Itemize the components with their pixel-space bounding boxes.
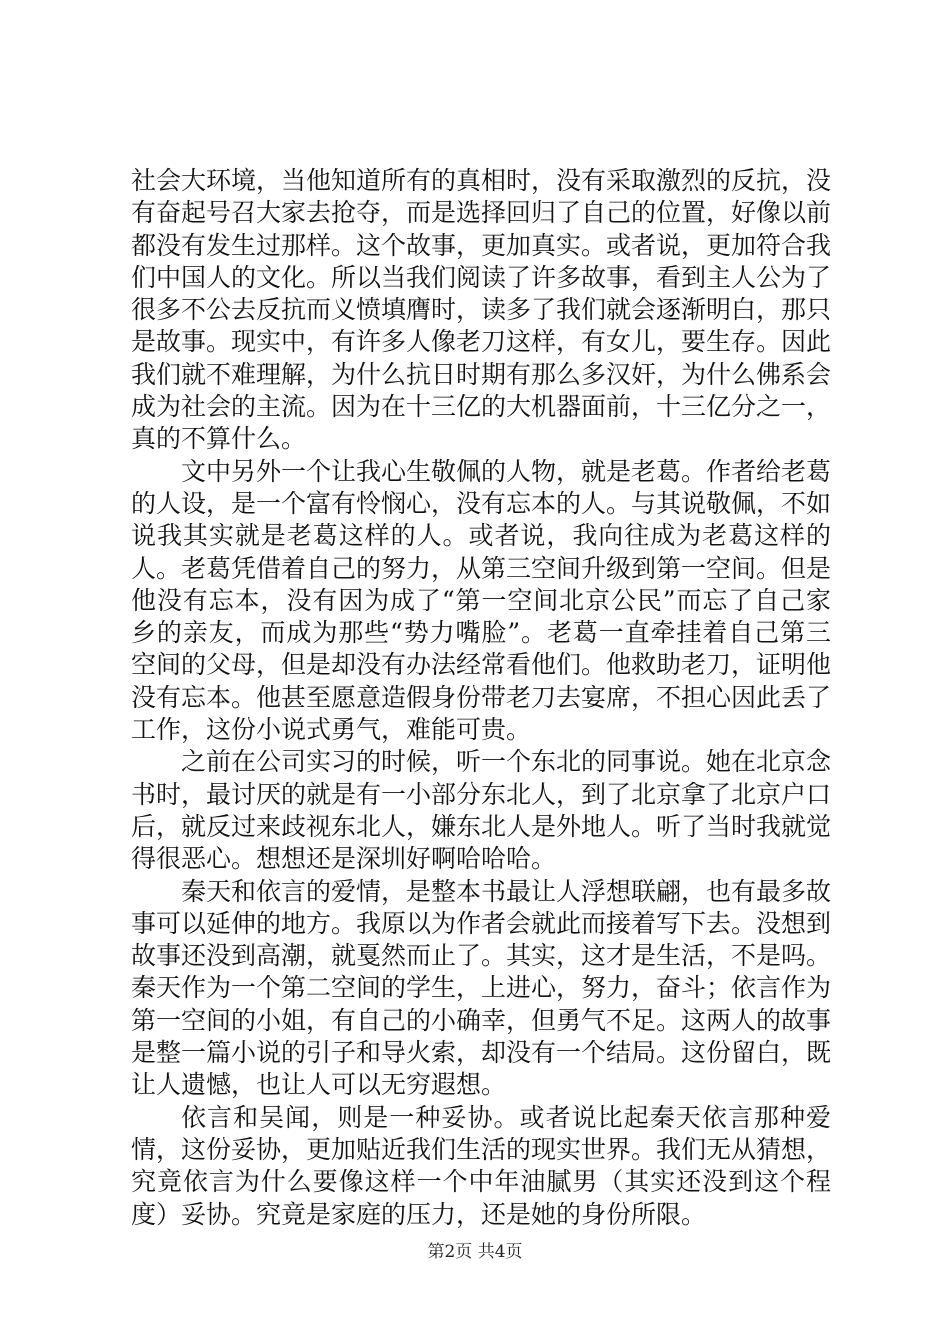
- page-footer: [0, 1241, 950, 1263]
- document-body: [131, 165, 831, 1231]
- paragraph-2: 文中另外一个让我心生敬佩的人物，就是老葛。作者给老葛的人设，是一个富有怜悯心，没有忘本的人。与其说敬佩，不如说我其实就是老葛这样的人。或者说，我向往成为老葛这样的人。老葛凭借着自己的努力，从第三空间升级到第一空间。但是他没有忘本，没有因为成了“第一空间北京公民”而忘了自己家乡的亲友，而成为那些“势力嘴脸”。老葛一直牵挂着自己第三空间的父母，但是却没有办法经常看他们。他救助老刀，证明他没有忘本。他甚至愿意造假身份带老刀去宴席，不担心因此丢了工作，这份小说式勇气，难能可贵。: [131, 456, 832, 745]
- page-number-label: 第2页 共4页: [427, 1242, 523, 1262]
- paragraph-4: 秦天和依言的爱情，是整本书最让人浮想联翩，也有最多故事可以延伸的地方。我原以为作者会就此而接着写下去。没想到故事还没到高潮，就戛然而止了。其实，这才是生活，不是吗。秦天作为一个第二空间的学生，上进心，努力，奋斗；依言作为第一空间的小姐，有自己的小确幸，但勇气不足。这两人的故事是整一篇小说的引子和导火索，却没有一个结局。这份留白，既让人遗憾，也让人可以无穷遐想。: [131, 876, 832, 1100]
- paragraph-1: 社会大环境，当他知道所有的真相时，没有采取激烈的反抗，没有奋起号召大家去抢夺，而是选择回归了自己的位置，好像以前都没有发生过那样。这个故事，更加真实。或者说，更加符合我们中国人的文化。所以当我们阅读了许多故事，看到主人公为了很多不公去反抗而义愤填膺时，读多了我们就会逐渐明白，那只是故事。现实中，有许多人像老刀这样，有女儿，要生存。因此我们就不难理解，为什么抗日时期有那么多汉奸，为什么佛系会成为社会的主流。因为在十三亿的大机器面前，十三亿分之一，真的不算什么。: [131, 166, 832, 454]
- paragraph-3: 之前在公司实习的时候，听一个东北的同事说。她在北京念书时，最讨厌的就是有一小部分东北人，到了北京拿了北京户口后，就反过来歧视东北人，嫌东北人是外地人。听了当时我就觉得很恶心。想想还是深圳好啊哈哈哈。: [131, 747, 832, 874]
- paragraph-5: 依言和吴闻，则是一种妥协。或者说比起秦天依言那种爱情，这份妥协，更加贴近我们生活的现实世界。我们无从猜想，究竟依言为什么要像这样一个中年油腻男（其实还没到这个程度）妥协。究竟是家庭的压力，还是她的身份所限。: [131, 1102, 832, 1229]
